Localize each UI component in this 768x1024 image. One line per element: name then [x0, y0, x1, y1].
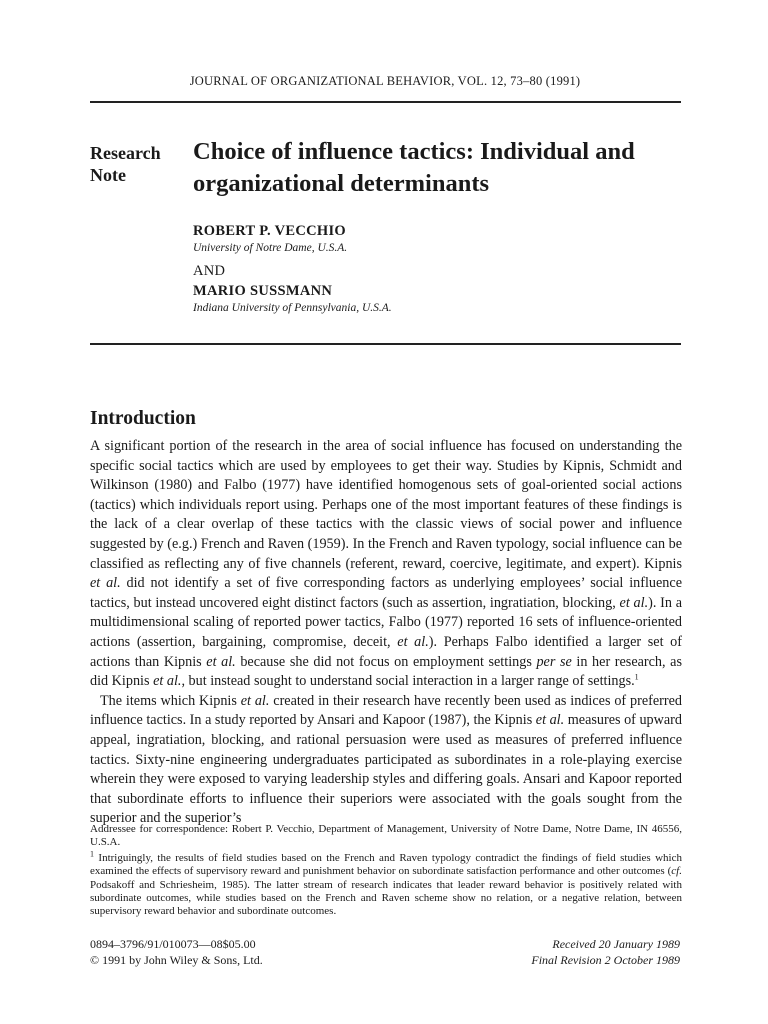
text-run: because she did not focus on employment settings — [235, 653, 537, 670]
text-run: did not identify a set of five corresponding factors as underlying employees’ social influence tactics, but instead uncovered eight distinct factors (such as assertion, ingratiation, blocking, — [90, 575, 682, 611]
italic-text: et al. — [206, 653, 236, 670]
footer-right — [531, 936, 680, 968]
article-title: Choice of influence tactics: Individual and organizational determinants — [193, 138, 635, 197]
author-conjunction: AND — [193, 263, 226, 279]
text-run: measures of upward appeal, ingratiation, blocking, and rational persuasion were used as measures of preferred influence tactics. Sixty-nine engineering undergraduates participated as subordinates in a role-playing exercise wherein they were exposed to varying leadership styles and differing goals. Ansari and Kapoor reported that subordinate efforts to influence their superiors were associated with the goals sought from the superior and the superior’s — [90, 712, 683, 827]
body-paragraph — [90, 437, 682, 692]
top-rule — [90, 101, 681, 103]
bottom-rule — [90, 343, 681, 345]
text-run: Podsakoff and Schriesheim, 1985). The latter stream of research indicates that leader reward behavior is positively related with subordinate outcomes, while studies based on the French and Raven scheme show no relation, or a negative relation, between supervisory reward behavior and subordinate outcomes. — [90, 878, 682, 918]
italic-text: et al. — [240, 692, 270, 709]
text-run: ). Perhaps Falbo identified a larger set of actions than Kipnis — [90, 633, 683, 670]
received-date: Received 20 January 1989 — [552, 937, 680, 951]
body-paragraph — [90, 692, 682, 829]
running-head: JOURNAL OF ORGANIZATIONAL BEHAVIOR, VOL. 12, 73–80 (1991) — [189, 74, 581, 88]
italic-text: et al. — [619, 594, 649, 611]
italic-text: et al. — [153, 673, 182, 690]
footnote-1 — [90, 849, 682, 919]
text-run: in her research, as did Kipnis — [90, 653, 682, 690]
section-heading: Introduction — [90, 408, 196, 429]
body-text — [90, 437, 682, 829]
italic-text: et al. — [397, 633, 429, 650]
correspondence-note: Addressee for correspondence: Robert P. Vecchio, Department of Management, University of Notre Dame, Notre Dame, IN 46556, U.S.A. — [90, 823, 682, 849]
copyright-line: © 1991 by John Wiley & Sons, Ltd. — [90, 953, 263, 967]
footnote-marker: 1 — [634, 672, 639, 682]
revision-date: Final Revision 2 October 1989 — [531, 953, 680, 967]
italic-text: et al. — [90, 575, 121, 592]
author-name: MARIO SUSSMANN — [193, 283, 333, 299]
text-run: The items which Kipnis — [100, 692, 241, 709]
italic-text: et al. — [535, 712, 565, 729]
footnote-marker: 1 — [90, 849, 94, 859]
italic-text: cf. — [671, 865, 682, 878]
text-run: , but instead sought to understand social interaction in a larger range of settings. — [181, 673, 635, 690]
text-run: Intriguingly, the results of field studies based on the French and Raven typology contradict the findings of field studies which examined the effects of supervisory reward and punishment behavior on subordinate satisfaction performance and other outcomes ( — [90, 851, 682, 878]
author-block — [193, 222, 673, 322]
italic-text: per se — [536, 653, 572, 670]
author-affiliation: Indiana University of Pennsylvania, U.S.A. — [193, 302, 392, 314]
research-note-label: Research Note — [90, 143, 161, 185]
author-affiliation: University of Notre Dame, U.S.A. — [193, 242, 348, 254]
author-name: ROBERT P. VECCHIO — [193, 223, 346, 239]
text-run: created in their research have recently been used as indices of preferred influence tactics. In a study reported by Ansari and Kapoor (1987), the Kipnis — [90, 692, 682, 729]
footer-left — [90, 936, 263, 968]
issn-line: 0894–3796/91/010073—08$05.00 — [90, 937, 256, 951]
text-run: A significant portion of the research in the area of social influence has focused on understanding the specific social tactics which are used by employees to get their way. Studies by Kipnis, Schmidt and Wilkinson (1980) and Falbo (1977) have identified homogenous sets of goal-oriented social actions (tactics) which individuals report using. Perhaps one of the most important features of these findings is the lack of a clear overlap of these tactics with the classic views of social power and influence suggested by (e.g.) French and Raven (1959). In the French and Raven typology, social influence can be classified as reflecting any of five channels (referent, reward, coercive, legitimate, and expert). Kipnis — [90, 438, 682, 572]
footnotes — [90, 823, 682, 921]
text-run: ). In a multidimensional scaling of reported power tactics, Falbo (1977) reported 16 sets of influence-oriented actions (assertion, bargaining, compromise, deceit, — [90, 594, 683, 650]
